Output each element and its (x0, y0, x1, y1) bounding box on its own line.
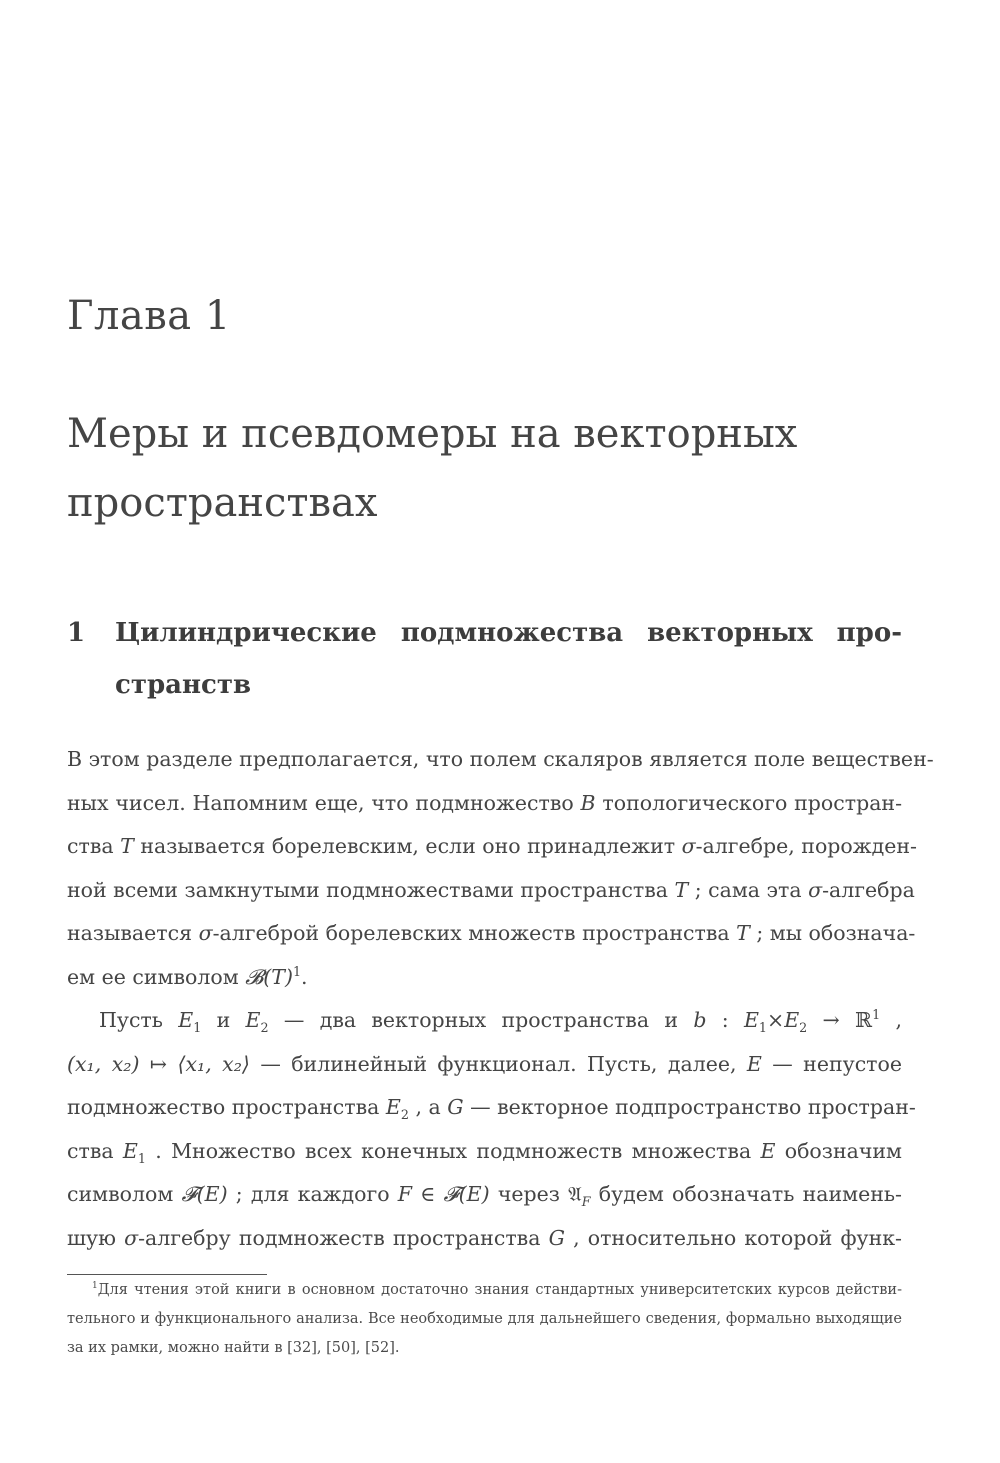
section-word: про- (836, 618, 902, 648)
chapter-title-line-1: Меры и псевдомеры на векторных (67, 411, 798, 457)
section-title-line-1 (115, 607, 902, 659)
paragraph-2-line-2: (x₁, x₂) ↦ ⟨x₁, x₂⟩ — билинейный функционал. Пусть, далее, E — непустое (67, 1051, 902, 1076)
math-symbol-b: b (693, 1008, 707, 1032)
paragraph-1-line-3: ства T называется борелевским, если оно принадлежит σ-алгебре, порожден- (67, 834, 917, 858)
paragraph-1-line-1: В этом разделе предполагается, что полем скаляров является поле веществен- (67, 747, 934, 771)
arrow-icon: → (807, 1008, 856, 1032)
body-text (67, 738, 934, 1260)
section-word: подмножества (400, 618, 624, 648)
chapter-title (67, 400, 797, 538)
math-symbol-T: T (120, 834, 134, 858)
math-symbol-G: G (548, 1225, 565, 1250)
paragraph-2-line-4: ства $E_1$ . Множество всех конечных подмножеств множества E обозначим (67, 1138, 902, 1166)
paragraph-1-line-5: называется σ-алгеброй борелевских множеств пространства T ; мы обознача- (67, 921, 916, 945)
math-symbol-sigma: σ (198, 921, 213, 945)
footnote-divider (67, 1274, 267, 1275)
math-borel-symbol: 𝓑(T) (245, 964, 293, 989)
paragraph-1-line-2: ных чисел. Напомним еще, что подмножество B топологического простран- (67, 790, 903, 815)
math-symbol-E1: $E_1$ (178, 1008, 202, 1036)
footnote (67, 1276, 902, 1363)
footnote-line-2: тельного и функционального анализа. Все необходимые для дальнейшего сведения, формально выходящие (67, 1311, 902, 1327)
paragraph-1-line-4: ной всеми замкнутыми подмножествами пространства T ; сама эта σ-алгебра (67, 877, 915, 902)
math-bilinear-map: (x₁, x₂) ↦ ⟨x₁, x₂⟩ (67, 1051, 250, 1076)
paragraph-1-line-6: ем ее символом $𝓑(T)^1$. (67, 963, 308, 989)
section-title-line-2: странств (115, 670, 252, 700)
chapter-label: Глава 1 (67, 293, 231, 339)
paragraph-2-line-1: Пусть $E_1$ и $E_2$ — два векторных пространства и b : $E_1\times E_2$ → ℝ$^1$ , (99, 1007, 902, 1036)
section-word: Цилиндрические (115, 618, 377, 648)
math-symbol-B: B (580, 790, 596, 815)
footnote-line-1: $^1$Для чтения этой книги в основном достаточно знания стандартных университетских курсов действи- (92, 1281, 902, 1298)
math-symbol-E2: $E_2$ (385, 1095, 409, 1123)
section-number: 1 (67, 618, 86, 648)
math-symbol-T: T (736, 921, 750, 945)
math-symbol-E: E (746, 1051, 762, 1076)
math-real-line: ℝ$^1$ (855, 1007, 881, 1032)
chapter-title-line-2: пространствах (67, 480, 378, 526)
math-product-E1xE2: $E_1\times E_2$ (743, 1008, 808, 1036)
paragraph-2-line-5: символом 𝓕(E) ; для каждого F ∈ 𝓕(E) через 𝔄$_F$ будем обозначать наимень- (67, 1182, 902, 1210)
math-symbol-T: T (674, 877, 689, 902)
math-F-in-FE: F ∈ 𝓕(E) (397, 1182, 490, 1206)
math-symbol-E1: $E_1$ (122, 1138, 146, 1166)
footnote-marker: 1 (92, 1281, 98, 1292)
math-symbol-G: G (447, 1095, 464, 1119)
footnote-reference[interactable]: 1 (292, 963, 302, 979)
math-symbol-E2: $E_2$ (245, 1008, 269, 1036)
math-symbol-E: E (760, 1138, 776, 1163)
footnote-line-3: за их рамки, можно найти в [32], [50], [52]. (67, 1340, 400, 1356)
math-symbol-sigma: σ (681, 834, 696, 858)
math-symbol-sigma: σ (124, 1225, 139, 1250)
paragraph-2-line-3: подмножество пространства $E_2$ , а G — векторное подпространство простран- (67, 1095, 916, 1123)
section-word: векторных (647, 618, 813, 648)
math-symbol-sigma: σ (808, 877, 823, 902)
math-algebra-A-F: 𝔄$_F$ (568, 1182, 591, 1210)
paragraph-2-line-6: шую σ-алгебру подмножеств пространства G , относительно которой функ- (67, 1225, 902, 1250)
math-finite-subsets: 𝓕(E) (181, 1182, 228, 1206)
